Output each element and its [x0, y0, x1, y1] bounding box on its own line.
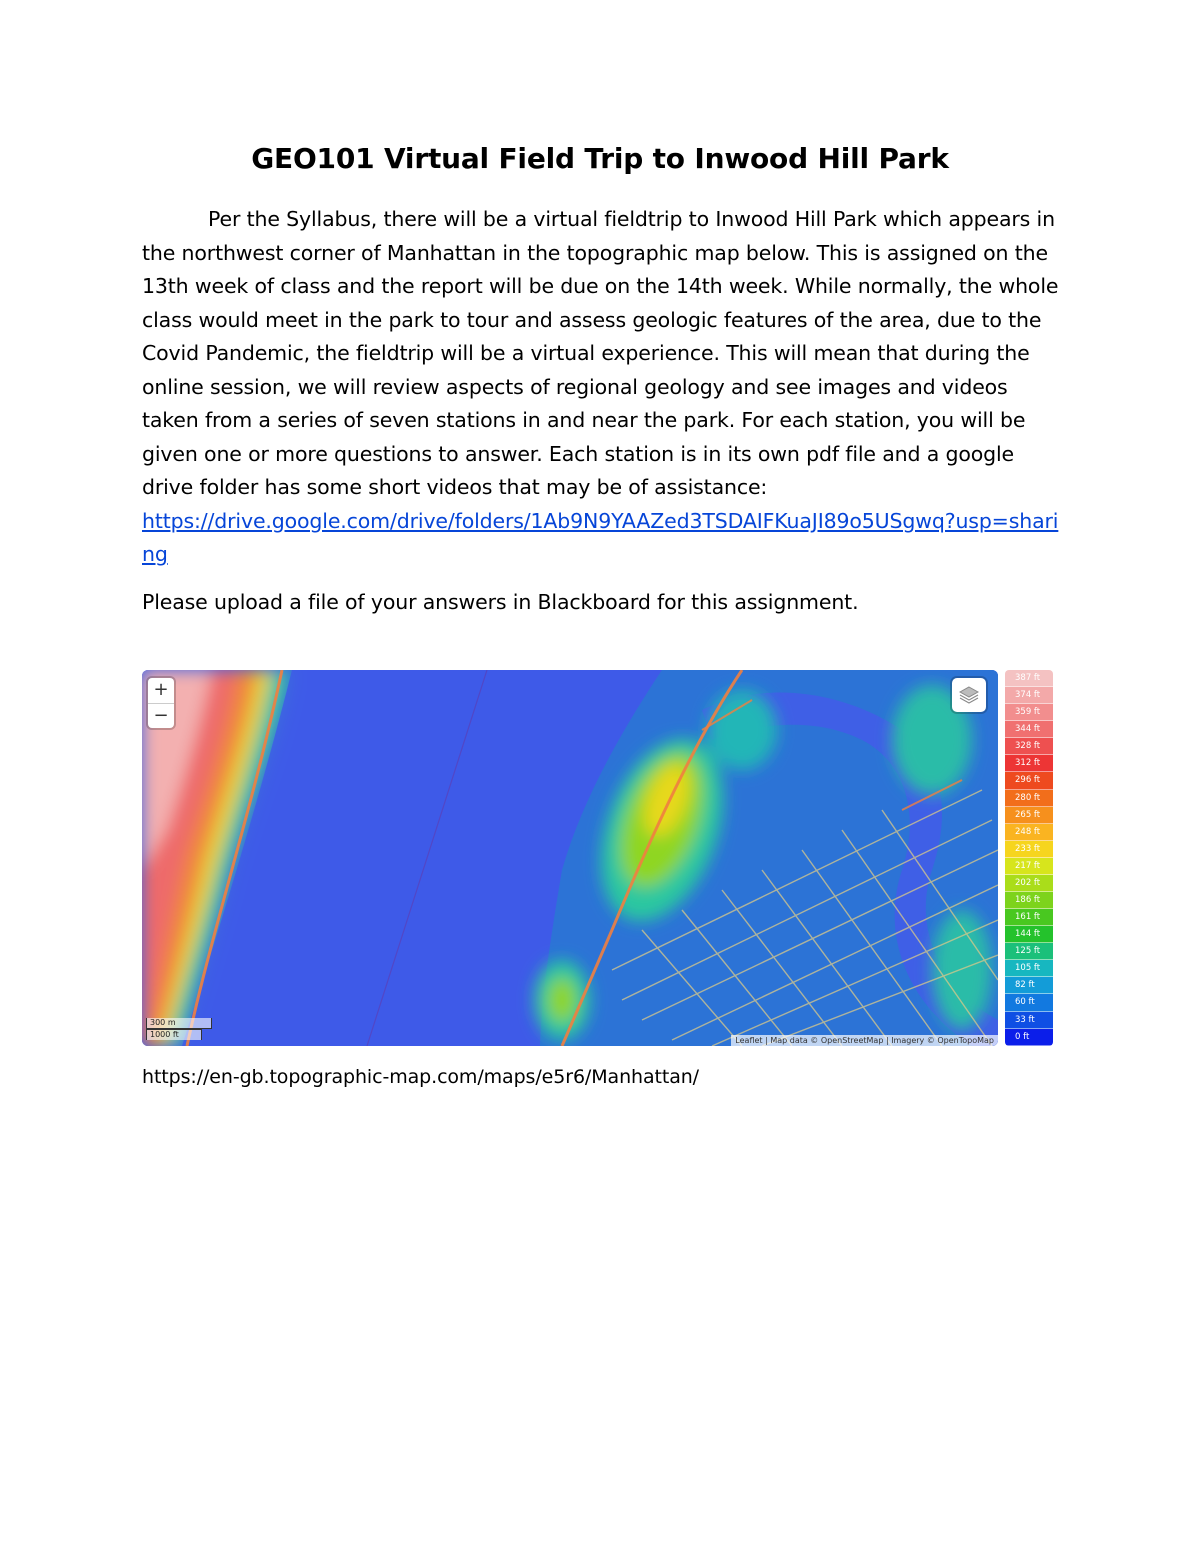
zoom-out-button[interactable]: −: [148, 703, 174, 729]
page-title: GEO101 Virtual Field Trip to Inwood Hill Park: [251, 142, 949, 175]
legend-item: 33 ft: [1005, 1012, 1053, 1029]
legend-item: 233 ft: [1005, 841, 1053, 858]
scale-meters: 300 m: [146, 1018, 212, 1029]
legend-item: 387 ft: [1005, 670, 1053, 687]
elevation-legend: [1005, 670, 1053, 1046]
map-source-url: https://en-gb.topographic-map.com/maps/e5r6/Manhattan/: [142, 1066, 699, 1088]
upload-instruction: Please upload a file of your answers in Blackboard for this assignment.: [142, 589, 859, 614]
zoom-control: [148, 678, 174, 728]
legend-item: 144 ft: [1005, 926, 1053, 943]
layers-icon: [959, 686, 979, 704]
topographic-map[interactable]: [142, 670, 998, 1046]
legend-item: 217 ft: [1005, 858, 1053, 875]
legend-item: 0 ft: [1005, 1029, 1053, 1046]
body-text: [142, 203, 1060, 619]
map-attribution: Leaflet | Map data © OpenStreetMap | Imagery © OpenTopoMap: [731, 1035, 998, 1046]
legend-item: 359 ft: [1005, 704, 1053, 721]
legend-item: 280 ft: [1005, 790, 1053, 807]
legend-item: 312 ft: [1005, 755, 1053, 772]
legend-item: 161 ft: [1005, 909, 1053, 926]
layers-button[interactable]: [952, 678, 986, 712]
scale-bar: [146, 1018, 212, 1040]
legend-item: 60 ft: [1005, 994, 1053, 1011]
legend-item: 105 ft: [1005, 960, 1053, 977]
legend-item: 202 ft: [1005, 875, 1053, 892]
legend-item: 248 ft: [1005, 824, 1053, 841]
legend-item: 82 ft: [1005, 977, 1053, 994]
legend-item: 296 ft: [1005, 772, 1053, 789]
legend-item: 328 ft: [1005, 738, 1053, 755]
scale-feet: 1000 ft: [146, 1029, 202, 1040]
legend-item: 125 ft: [1005, 943, 1053, 960]
zoom-in-button[interactable]: +: [153, 679, 169, 700]
legend-item: 186 ft: [1005, 892, 1053, 909]
intro-paragraph: [142, 203, 1060, 572]
map-canvas: [142, 670, 998, 1046]
legend-item: 265 ft: [1005, 807, 1053, 824]
legend-item: 374 ft: [1005, 687, 1053, 704]
intro-paragraph-text: Per the Syllabus, there will be a virtual fieldtrip to Inwood Hill Park which appears in the northwest corner of Manhattan in the topographic map below. This is assigned on the 13th week of class and the report will be due on the 14th week. While normally, the whole class would meet in the park to tour and assess geologic features of the area, due to the Covid Pandemic, the fieldtrip will be a virtual experience. This will mean that during the online session, we will review aspects of regional geology and see images and videos taken from a series of seven stations in and near the park. For each station, you will be given one or more questions to answer. Each station is in its own pdf file and a google drive folder has some short videos that may be of assistance:: [142, 207, 1059, 499]
google-drive-link[interactable]: https://drive.google.com/drive/folders/1Ab9N9YAAZed3TSDAIFKuaJI89o5USgwq?usp=sharing: [142, 508, 1059, 566]
legend-item: 344 ft: [1005, 721, 1053, 738]
